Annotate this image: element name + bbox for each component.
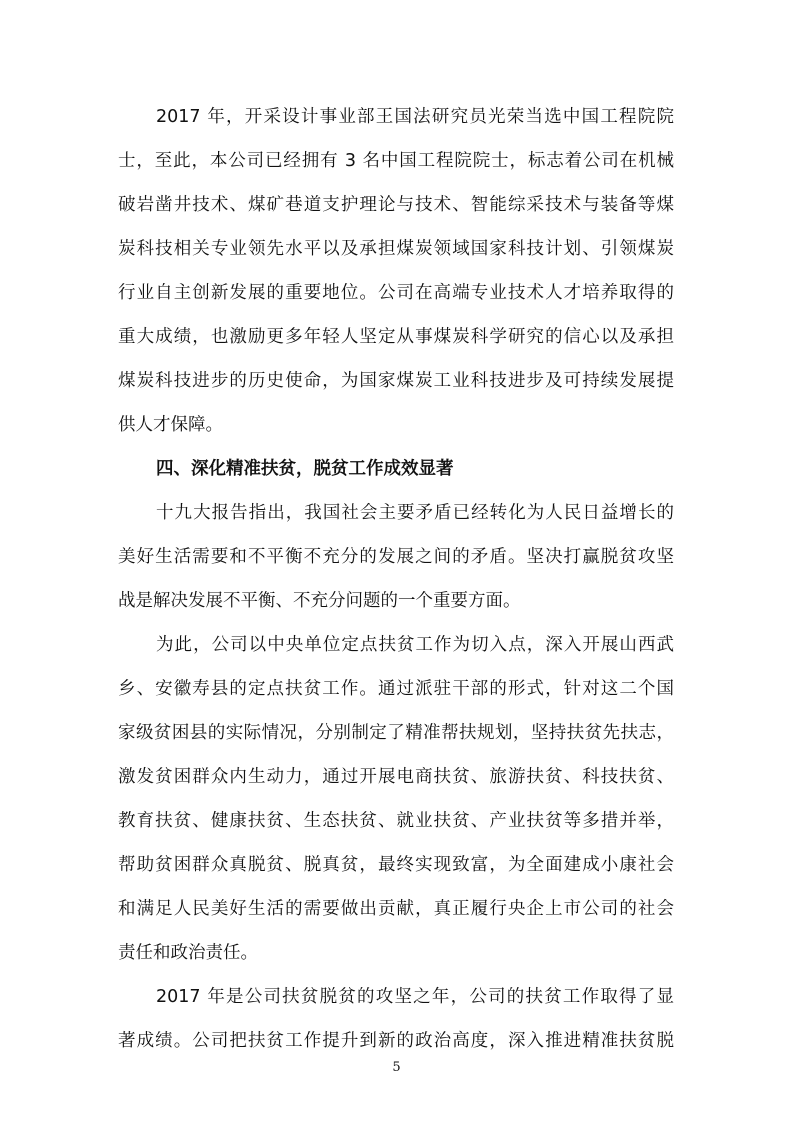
text-line: 激发贫困群众内生动力，通过开展电商扶贫、旅游扶贫、科技扶贫、 bbox=[118, 767, 674, 787]
text-line: 2017 年是公司扶贫脱贫的攻坚之年，公司的扶贫工作取得了显 bbox=[156, 987, 674, 1007]
text-line: 士，至此，本公司已经拥有 3 名中国工程院院士，标志着公司在机械 bbox=[118, 151, 674, 171]
text-line: 著成绩。公司把扶贫工作提升到新的政治高度，深入推进精准扶贫脱 bbox=[118, 1031, 674, 1051]
text-line: 家级贫困县的实际情况，分别制定了精准帮扶规划，坚持扶贫先扶志， bbox=[118, 723, 674, 743]
text-line: 和满足人民美好生活的需要做出贡献，真正履行央企上市公司的社会 bbox=[118, 899, 674, 919]
text-line: 十九大报告指出，我国社会主要矛盾已经转化为人民日益增长的 bbox=[156, 503, 674, 523]
section-heading: 四、深化精准扶贫，脱贫工作成效显著 bbox=[156, 459, 454, 479]
text-line: 美好生活需要和不平衡不充分的发展之间的矛盾。坚决打赢脱贫攻坚 bbox=[118, 547, 674, 567]
text-line: 责任和政治责任。 bbox=[118, 943, 258, 963]
text-line: 破岩凿井技术、煤矿巷道支护理论与技术、智能综采技术与装备等煤 bbox=[118, 195, 674, 215]
text-line: 为此，公司以中央单位定点扶贫工作为切入点，深入开展山西武 bbox=[156, 635, 674, 655]
text-line: 战是解决发展不平衡、不充分问题的一个重要方面。 bbox=[118, 591, 521, 611]
text-line: 煤炭科技进步的历史使命，为国家煤炭工业科技进步及可持续发展提 bbox=[118, 371, 674, 391]
text-line: 教育扶贫、健康扶贫、生态扶贫、就业扶贫、产业扶贫等多措并举， bbox=[118, 811, 674, 831]
text-line: 炭科技相关专业领先水平以及承担煤炭领域国家科技计划、引领煤炭 bbox=[118, 239, 674, 259]
page-number: 5 bbox=[392, 1060, 401, 1075]
text-line: 2017 年，开采设计事业部王国法研究员光荣当选中国工程院院 bbox=[156, 107, 674, 127]
text-line: 重大成绩，也激励更多年轻人坚定从事煤炭科学研究的信心以及承担 bbox=[118, 327, 674, 347]
text-line: 供人才保障。 bbox=[118, 415, 223, 435]
text-line: 乡、安徽寿县的定点扶贫工作。通过派驻干部的形式，针对这二个国 bbox=[118, 679, 674, 699]
text-line: 行业自主创新发展的重要地位。公司在高端专业技术人才培养取得的 bbox=[118, 283, 674, 303]
text-line: 帮助贫困群众真脱贫、脱真贫，最终实现致富，为全面建成小康社会 bbox=[118, 855, 674, 875]
